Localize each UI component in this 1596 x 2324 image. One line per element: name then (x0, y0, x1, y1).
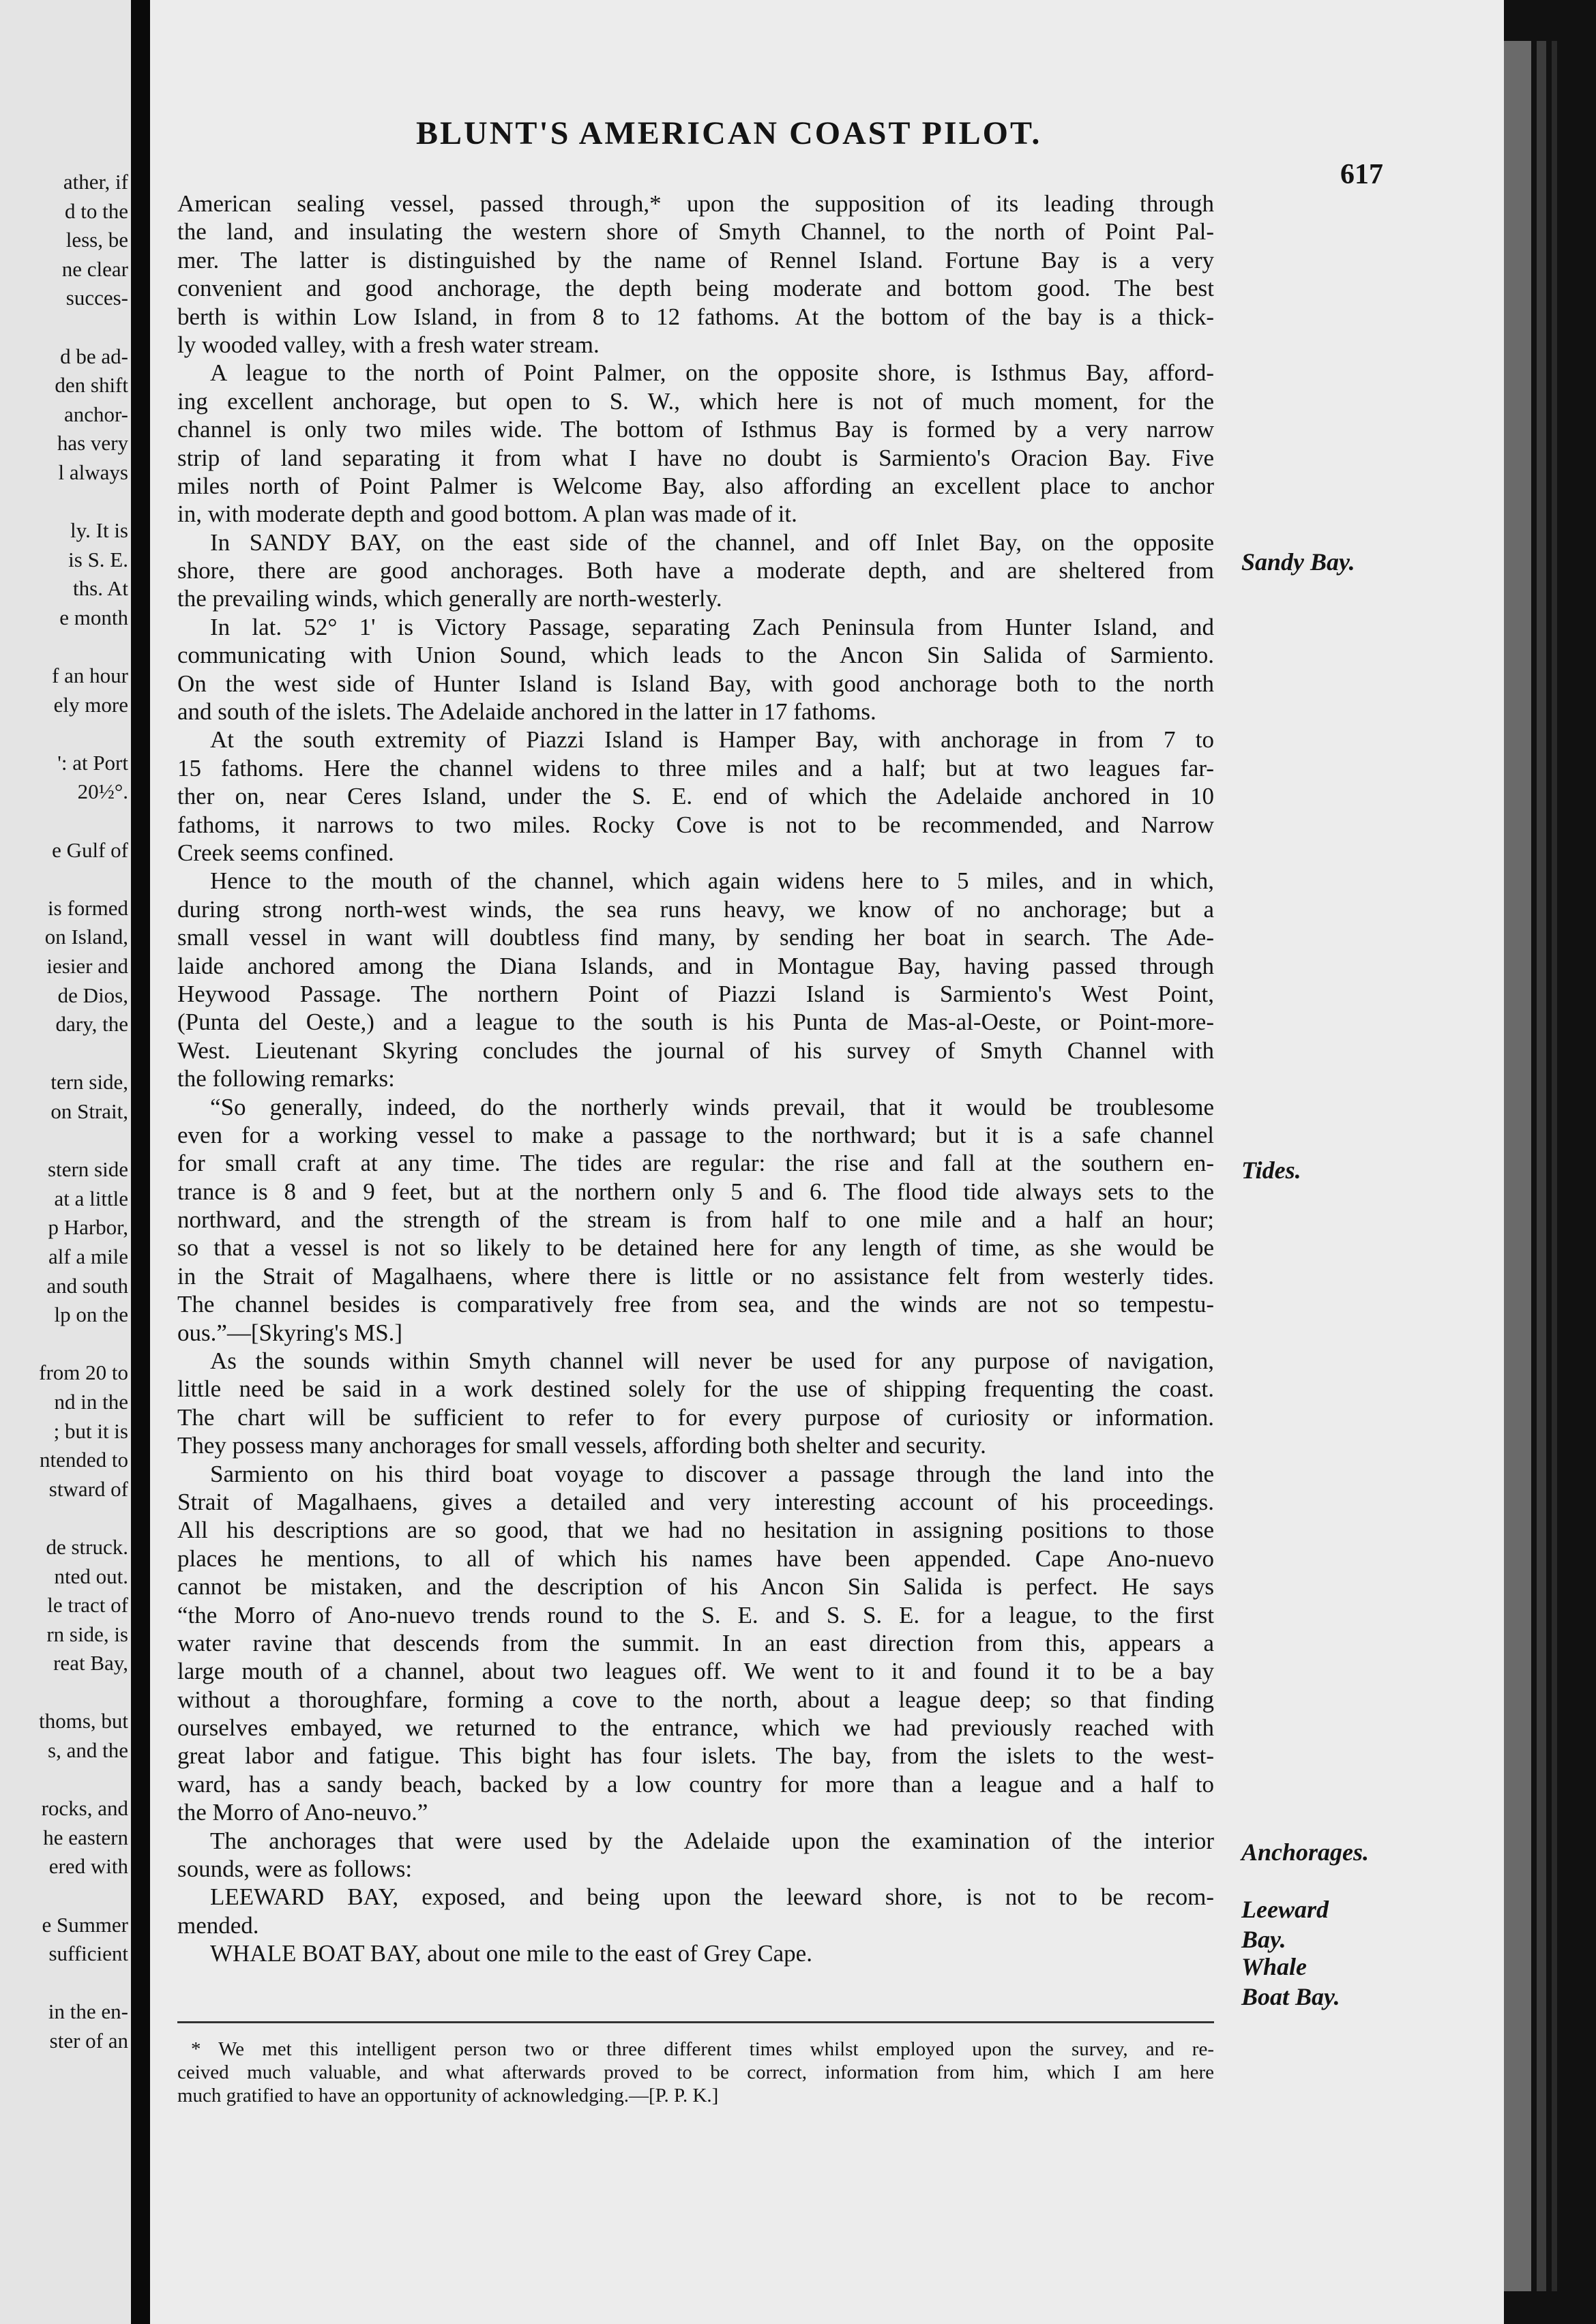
margin-note-tides: Tides. (1241, 1157, 1301, 1184)
text-line: mended. (177, 1911, 259, 1939)
text-line: West. Lieutenant Skyring concludes the journal of his survey of Smyth Channel with (177, 1037, 1214, 1064)
book-page (150, 0, 1504, 2324)
text-line: ourselves embayed, we returned to the entrance, which we had previously reached with (177, 1714, 1214, 1742)
facing-page-line: ely more (53, 692, 128, 717)
facing-page-line (0, 865, 128, 894)
footnote-line: * We met this intelligent person two or three different times whilst employed upon the survey, and re- (191, 2038, 1214, 2060)
footnote-rule (177, 2021, 1214, 2023)
facing-page-line: ly. It is (70, 518, 128, 543)
text-line: ward, has a sandy beach, backed by a low country for more than a league and a half to (177, 1770, 1214, 1798)
facing-page-text (0, 168, 128, 2056)
text-line: mer. The latter is distinguished by the name of Rennel Island. Fortune Bay is a very (177, 246, 1214, 273)
text-line: great labor and fatigue. This bight has four islets. The bay, from the islets to the west- (177, 1742, 1214, 1770)
facing-page-line: thoms, but (39, 1709, 128, 1733)
text-line: The anchorages that were used by the Adelaide upon the examination of the interior (210, 1827, 1214, 1854)
text-line: “the Morro of Ano-nuevo trends round to the S. E. and S. S. E. for a league, to the first (177, 1601, 1214, 1628)
text-line: As the sounds within Smyth channel will never be used for any purpose of navigation, (210, 1347, 1214, 1375)
text-line: Heywood Passage. The northern Point of Piazzi Island is Sarmiento's West Point, (177, 980, 1214, 1007)
facing-page-line (0, 807, 128, 836)
facing-page-line: is formed (48, 895, 128, 920)
text-line: channel is only two miles wide. The bottom of Isthmus Bay is formed by a very narrow (177, 416, 1214, 443)
text-line: places he mentions, to all of which his names have been appended. Cape Ano-nuevo (177, 1545, 1214, 1572)
text-line: for small craft at any time. The tides are regular: the rise and fall at the southern en- (177, 1150, 1214, 1177)
facing-page-line (0, 633, 128, 662)
text-line: berth is within Low Island, in from 8 to 12 fathoms. At the bottom of the bay is a thick- (177, 303, 1214, 330)
text-line: laide anchored among the Diana Islands, and in Montague Bay, having passed through (177, 952, 1214, 979)
text-line: northward, and the strength of the stream is from half to one mile and a half an hour; (177, 1206, 1214, 1234)
text-line: large mouth of a channel, about two leagues off. We went to it and found it to be a bay (177, 1658, 1214, 1685)
facing-page-line: succes- (65, 286, 128, 310)
text-line: water ravine that descends from the summit. In an east direction from this, appears a (177, 1629, 1214, 1656)
facing-page-line (0, 1330, 128, 1359)
text-line: small vessel in want will doubtless find many, by sending her boat in search. The Ade- (177, 924, 1214, 951)
footnote-line: much gratified to have an opportunity of acknowledging.—[P. P. K.] (177, 2085, 719, 2106)
text-line: during strong north-west winds, the sea runs heavy, we know of no anchorage; but a (177, 895, 1214, 923)
facing-page-line: tern side, (50, 1070, 128, 1094)
margin-note-leeward-bay: Leeward Bay. (1241, 1896, 1329, 1953)
facing-page-line (0, 488, 128, 517)
text-line: shore, there are good anchorages. Both have a moderate depth, and are sheltered from (177, 557, 1214, 584)
text-line: American sealing vessel, passed through,* upon the supposition of its leading through (177, 190, 1214, 217)
text-line: 15 fathoms. Here the channel widens to three miles and a half; but at two leagues far- (177, 754, 1214, 781)
facing-page-line: sufficient (48, 1941, 128, 1966)
facing-page-line: de struck. (46, 1534, 128, 1559)
page-edge (1504, 0, 1596, 2324)
facing-page-line: de Dios, (57, 983, 128, 1007)
facing-page-line: e month (59, 605, 128, 629)
facing-page-line: e Summer (42, 1912, 128, 1937)
facing-page-line: rocks, and (41, 1796, 128, 1821)
text-line: miles north of Point Palmer is Welcome Bay, also affording an excellent place to anchor (177, 472, 1214, 499)
facing-page-line: e Gulf of (52, 837, 128, 862)
facing-page-line: stward of (48, 1476, 128, 1501)
text-line: in, with moderate depth and good bottom. A plan was made of it. (177, 501, 797, 528)
facing-page-line: has very (57, 431, 128, 456)
text-line: (Punta del Oeste,) and a league to the south is his Punta de Mas-al-Oeste, or Point-more- (177, 1009, 1214, 1036)
text-line: Creek seems confined. (177, 839, 394, 866)
facing-page-line: dary, the (55, 1012, 128, 1037)
facing-page-line: nted out. (54, 1564, 128, 1588)
text-line: cannot be mistaken, and the description of his Ancon Sin Salida is perfect. He says (177, 1573, 1214, 1600)
facing-page-line: is S. E. (68, 547, 128, 571)
text-line: Hence to the mouth of the channel, which again widens here to 5 miles, and in which, (210, 867, 1214, 895)
text-line: convenient and good anchorage, the depth being moderate and bottom good. The best (177, 275, 1214, 302)
facing-page-line: lp on the (54, 1302, 128, 1327)
facing-page-line: in the en- (48, 1999, 128, 2024)
facing-page-line (0, 1969, 128, 1998)
facing-page-line: anchor- (63, 402, 128, 426)
facing-page-line: reat Bay, (53, 1651, 128, 1675)
text-line: “So generally, indeed, do the northerly winds prevail, that it would be troublesome (210, 1093, 1214, 1120)
margin-note-anchorages: Anchorages. (1241, 1838, 1370, 1866)
facing-page-line (0, 1881, 128, 1911)
text-line: the prevailing winds, which generally are north-westerly. (177, 585, 722, 612)
text-line: All his descriptions are so good, that we had no hesitation in assigning positions to those (177, 1517, 1214, 1544)
text-line: ous.”—[Skyring's MS.] (177, 1319, 403, 1346)
facing-page-line: he eastern (43, 1825, 128, 1849)
facing-page-line: p Harbor, (48, 1215, 128, 1240)
facing-page-line: ne clear (61, 256, 128, 281)
text-line: and south of the islets. The Adelaide anchored in the latter in 17 fathoms. (177, 698, 876, 726)
facing-page-line: stern side (48, 1157, 128, 1182)
facing-page-line (0, 1039, 128, 1069)
text-line: fathoms, it narrows to two miles. Rocky Cove is not to be recommended, and Narrow (177, 811, 1214, 838)
facing-page-line: at a little (54, 1186, 128, 1210)
margin-note-sandy-bay: Sandy Bay. (1241, 548, 1355, 576)
running-title: BLUNT'S AMERICAN COAST PILOT. (416, 115, 1042, 151)
facing-page-line: ster of an (49, 2029, 128, 2053)
facing-page-line: nd in the (54, 1389, 128, 1414)
facing-page-line (0, 719, 128, 749)
facing-page-line: ths. At (73, 576, 128, 601)
facing-page-line: alf a mile (48, 1244, 128, 1268)
facing-page-line: ': at Port (57, 750, 128, 775)
book-gutter (131, 0, 150, 2324)
text-line: On the west side of Hunter Island is Island Bay, with good anchorage both to the north (177, 670, 1214, 697)
text-line: In SANDY BAY, on the east side of the channel, and off Inlet Bay, on the opposite (210, 528, 1214, 556)
facing-page-line: ered with (48, 1854, 128, 1879)
facing-page-line: l always (58, 460, 128, 484)
text-line: The chart will be sufficient to refer to for every purpose of curiosity or information. (177, 1403, 1214, 1431)
text-line: even for a working vessel to make a passage to the northward; but it is a safe channel (177, 1121, 1214, 1148)
text-line: Sarmiento on his third boat voyage to discover a passage through the land into the (210, 1460, 1214, 1487)
text-line: in the Strait of Magalhaens, where there is little or no assistance felt from westerly tides. (177, 1262, 1214, 1290)
facing-page-line (0, 313, 128, 342)
facing-page-line: ntended to (40, 1448, 128, 1472)
text-line: At the south extremity of Piazzi Island is Hamper Bay, with anchorage in from 7 to (210, 726, 1214, 754)
facing-page-line: ather, if (63, 170, 128, 194)
facing-page-line: s, and the (48, 1738, 128, 1763)
text-line: the following remarks: (177, 1065, 395, 1092)
text-line: little need be said in a work destined solely for the use of shipping frequenting the coast. (177, 1375, 1214, 1403)
facing-page-line: rn side, is (46, 1622, 128, 1646)
facing-page-line: f an hour (52, 664, 128, 688)
facing-page-line: less, be (65, 228, 128, 252)
facing-page-line (0, 1678, 128, 1708)
text-line: WHALE BOAT BAY, about one mile to the east of Grey Cape. (210, 1940, 812, 1967)
text-line: ly wooded valley, with a fresh water stream. (177, 331, 600, 358)
text-line: sounds, were as follows: (177, 1856, 413, 1883)
facing-page-line: and south (46, 1273, 128, 1298)
facing-page-line: den shift (55, 373, 128, 398)
text-line: so that a vessel is not so likely to be detained here for any length of time, as she would be (177, 1234, 1214, 1262)
facing-page-line: on Island, (44, 925, 128, 949)
text-line: ther on, near Ceres Island, under the S. E. end of which the Adelaide anchored in 10 (177, 783, 1214, 810)
footnote-line: ceived much valuable, and what afterwards proved to be correct, information from him, which I am here (177, 2061, 1214, 2083)
facing-page-line: le tract of (47, 1593, 128, 1618)
facing-page-line: ; but it is (53, 1418, 128, 1443)
facing-page-line: d be ad- (60, 344, 128, 368)
facing-page-line: d to the (65, 198, 128, 223)
facing-page-fragment (0, 0, 131, 2324)
body-text (177, 190, 1214, 1968)
text-line: the land, and insulating the western shore of Smyth Channel, to the north of Point Pal- (177, 218, 1214, 245)
text-line: In lat. 52° 1' is Victory Passage, separating Zach Peninsula from Hunter Island, and (210, 613, 1214, 640)
facing-page-line (0, 1766, 128, 1795)
facing-page-line: from 20 to (39, 1360, 128, 1385)
text-line: LEEWARD BAY, exposed, and being upon the leeward shore, is not to be recom- (210, 1883, 1214, 1911)
facing-page-line: iesier and (46, 954, 128, 979)
text-line: Strait of Magalhaens, gives a detailed and very interesting account of his proceedings. (177, 1488, 1214, 1515)
text-line: strip of land separating it from what I have no doubt is Sarmiento's Oracion Bay. Five (177, 444, 1214, 471)
text-line: trance is 8 and 9 feet, but at the northern only 5 and 6. The flood tide always sets to the (177, 1178, 1214, 1205)
facing-page-line: 20½°. (77, 779, 128, 804)
page-number: 617 (1340, 159, 1383, 190)
facing-page-line: on Strait, (50, 1099, 128, 1123)
text-line: ing excellent anchorage, but open to S. W., which here is not of much moment, for the (177, 387, 1214, 415)
text-line: The channel besides is comparatively free from sea, and the winds are not so tempestu- (177, 1291, 1214, 1318)
footnote (177, 2038, 1214, 2107)
text-line: communicating with Union Sound, which leads to the Ancon Sin Salida of Sarmiento. (177, 642, 1214, 669)
margin-note-whale-boat-bay: Whale Boat Bay. (1241, 1953, 1340, 2010)
text-line: A league to the north of Point Palmer, on the opposite shore, is Isthmus Bay, afford- (210, 359, 1214, 387)
facing-page-line (0, 1127, 128, 1156)
facing-page-line (0, 1504, 128, 1533)
text-line: the Morro of Ano-neuvo.” (177, 1799, 428, 1826)
text-line: They possess many anchorages for small vessels, affording both shelter and security. (177, 1432, 986, 1459)
text-line: without a thoroughfare, forming a cove to the north, about a league deep; so that finding (177, 1686, 1214, 1713)
